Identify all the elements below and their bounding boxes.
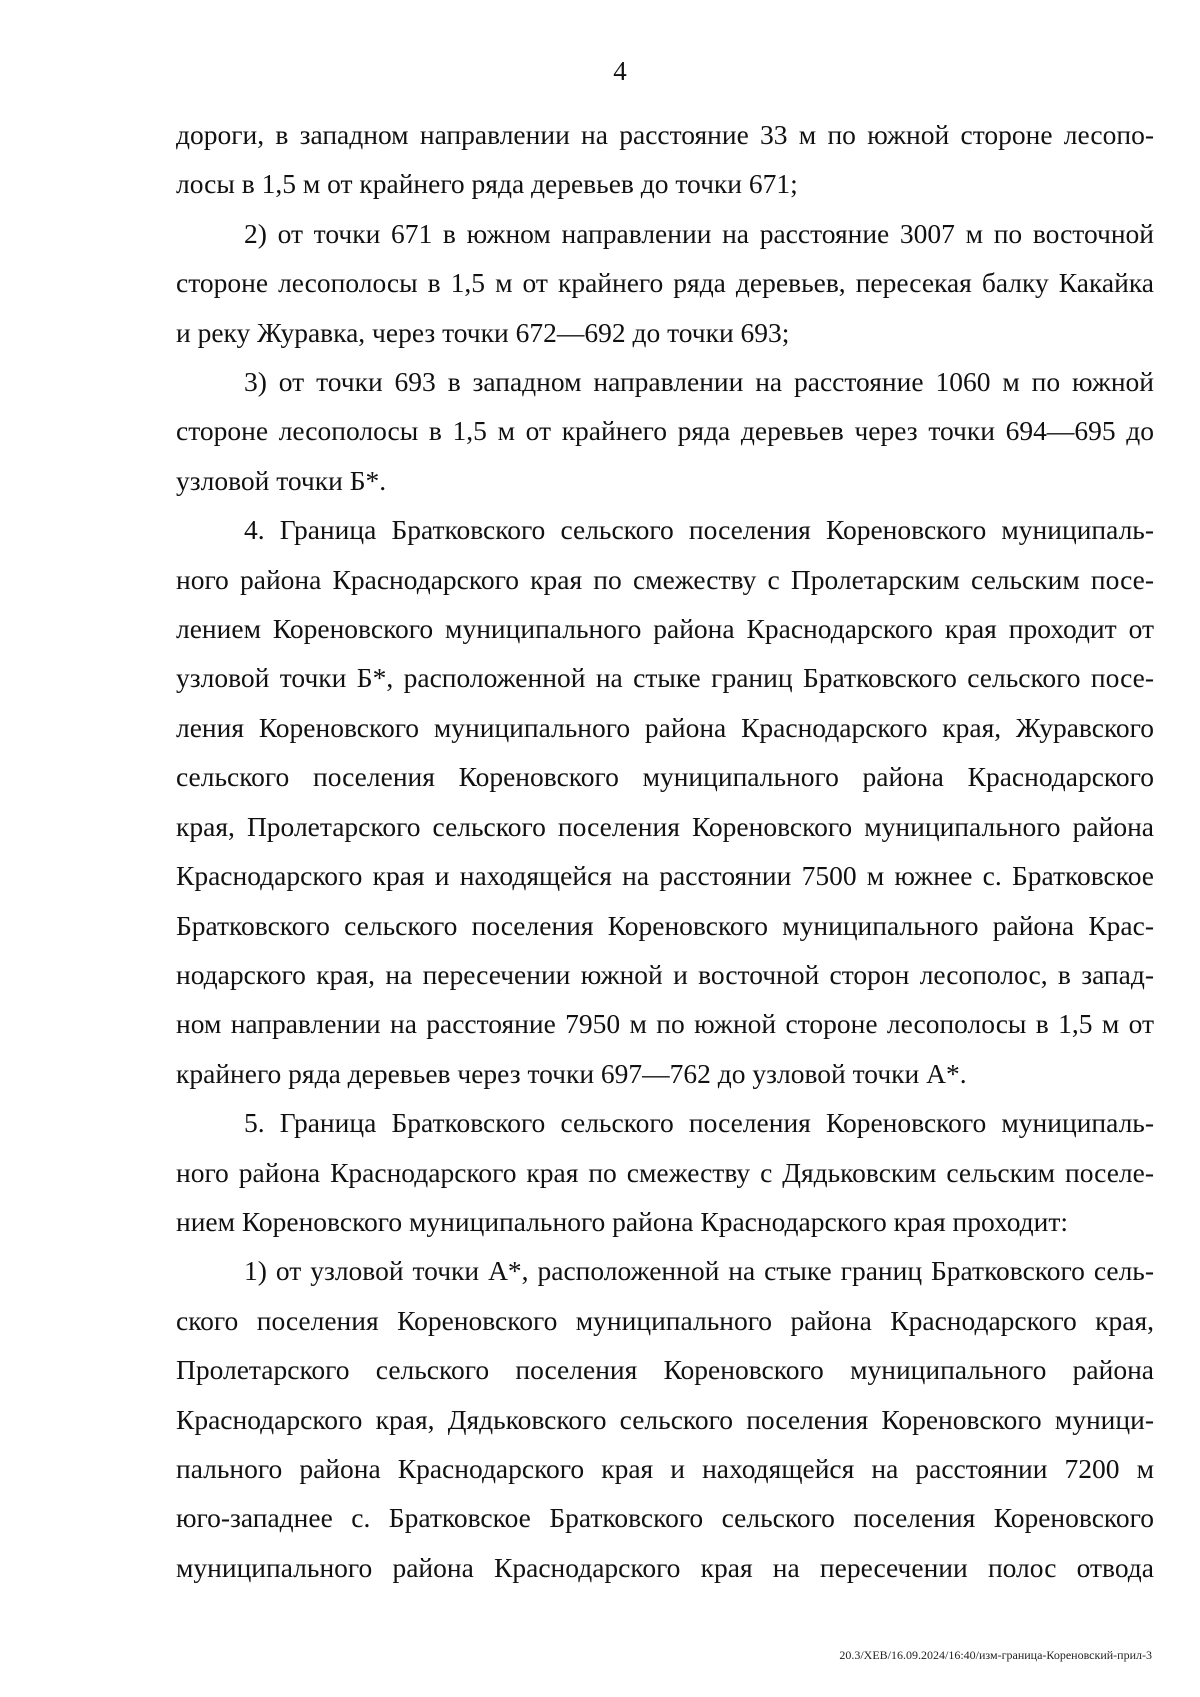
text-line: 4. Граница Братковского сельского поселения Кореновского муниципаль- [244,514,1154,546]
text-line: Пролетарского сельского поселения Кореновского муниципального района [176,1354,1154,1386]
text-line: дороги, в западном направлении на расстояние 33 м по южной стороне лесопо- [176,119,1154,150]
text-line: Краснодарского края и находящейся на расстоянии 7500 м южнее с. Братковское [176,860,1154,892]
text-line: лением Кореновского муниципального района Краснодарского края проходит от [176,613,1154,645]
text-line: ного района Краснодарского края по смежеству с Пролетарским сельским посе- [176,563,1154,595]
text-line: ного района Краснодарского края по смежеству с Дядьковским сельским поселе- [176,1156,1154,1188]
text-line: ном направлении на расстояние 7950 м по южной стороне лесополосы в 1,5 м от [176,1008,1154,1040]
text-line: лосы в 1,5 м от крайнего ряда деревьев до точки 671; [176,168,798,200]
text-line: стороне лесополосы в 1,5 м от крайнего ряда деревьев, пересекая балку Какайка [176,267,1154,299]
text-line: крайнего ряда деревьев через точки 697—762 до узловой точки А*. [176,1057,967,1089]
text-line: юго-западнее с. Братковское Братковского сельского поселения Кореновского [176,1502,1154,1534]
paragraph [176,1246,1154,1592]
document-body [176,110,1154,1592]
paragraph [176,357,1154,505]
text-line: пального района Краснодарского края и находящейся на расстоянии 7200 м [176,1452,1154,1484]
text-line: стороне лесополосы в 1,5 м от крайнего ряда деревьев через точки 694—695 до [176,415,1154,447]
text-line: и реку Журавка, через точки 672—692 до точки 693; [176,316,790,348]
paragraph [176,209,1154,357]
text-line: 2) от точки 671 в южном направлении на расстояние 3007 м по восточной [244,217,1154,249]
paragraph [176,110,1154,209]
text-line: нием Кореновского муниципального района Краснодарского края проходит: [176,1205,1069,1237]
text-line: нодарского края, на пересечении южной и восточной сторон лесополос, в запад- [176,958,1154,990]
text-line: Братковского сельского поселения Кореновского муниципального района Крас- [176,909,1154,941]
text-line: ления Кореновского муниципального района Краснодарского края, Журавского [176,711,1154,743]
page-number: 4 [613,56,627,86]
text-line: узловой точки Б*, расположенной на стыке границ Братковского сельского посе- [176,662,1154,694]
text-line: узловой точки Б*. [176,464,387,496]
document-footer-code: 20.3/ХЕВ/16.09.2024/16:40/изм-граница-Кореновский-прил-3 [839,1648,1152,1662]
text-line: 5. Граница Братковского сельского поселения Кореновского муниципаль- [244,1107,1154,1139]
text-line: сельского поселения Кореновского муниципального района Краснодарского [176,761,1154,793]
text-line: ского поселения Кореновского муниципального района Краснодарского края, [176,1304,1154,1336]
text-line: 1) от узловой точки А*, расположенной на стыке границ Братковского сель- [244,1255,1154,1287]
text-line: края, Пролетарского сельского поселения Кореновского муниципального района [176,810,1154,842]
text-line: муниципального района Краснодарского края на пересечении полос отвода [176,1551,1154,1583]
text-line: Краснодарского края, Дядьковского сельского поселения Кореновского муници- [176,1403,1154,1435]
paragraph [176,1098,1154,1246]
paragraph [176,505,1154,1098]
text-line: 3) от точки 693 в западном направлении на расстояние 1060 м по южной [244,366,1154,398]
